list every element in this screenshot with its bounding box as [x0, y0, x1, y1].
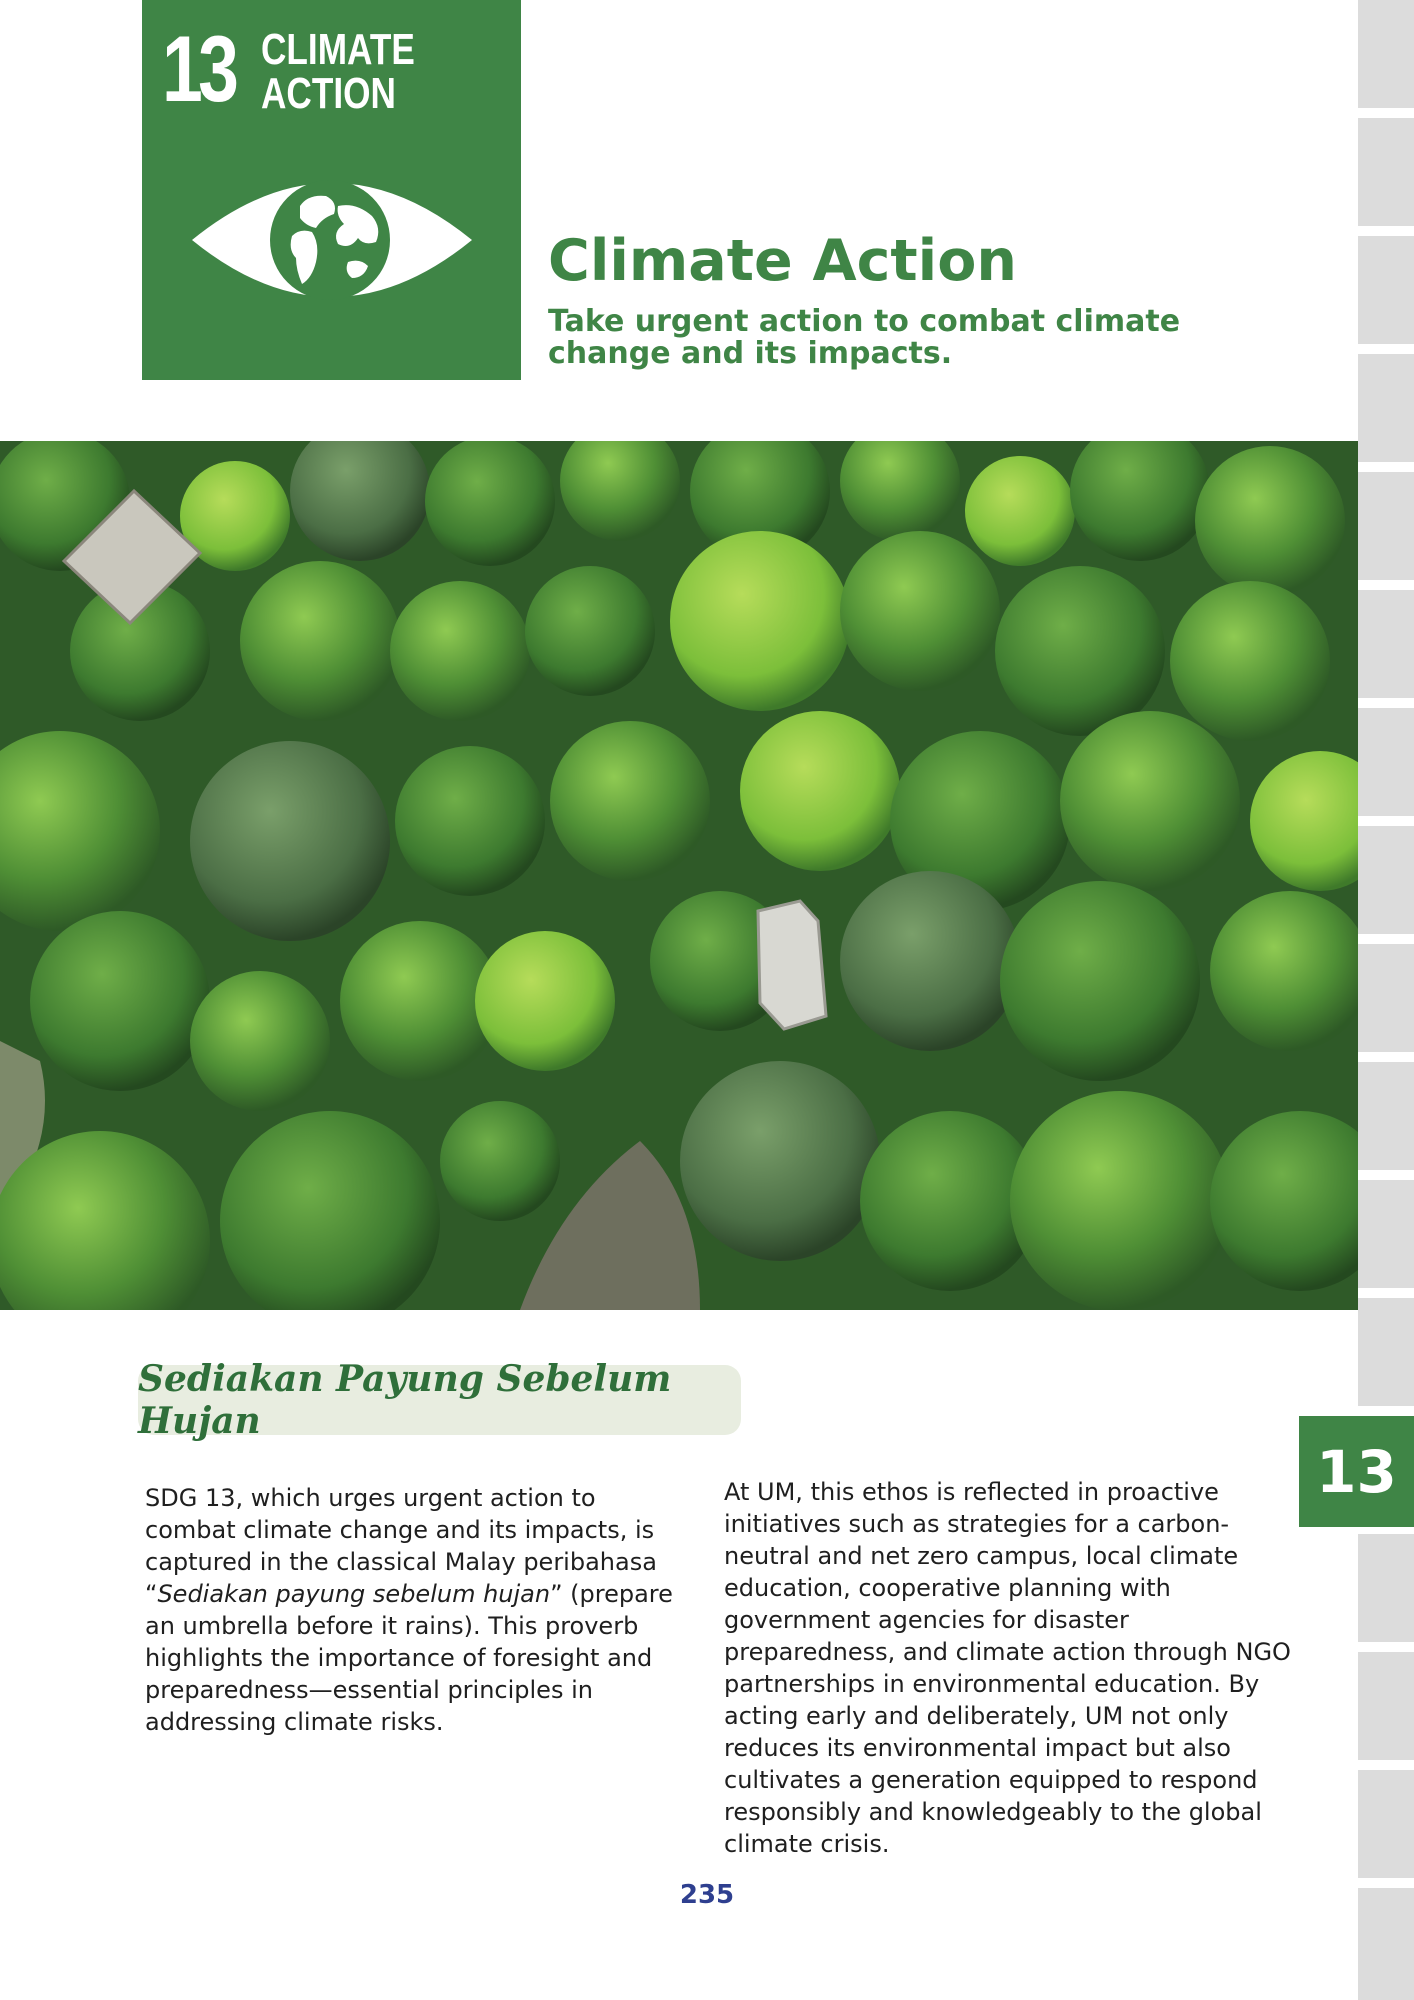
page-subtitle: Take urgent action to combat climate change and its impacts.: [548, 304, 1181, 371]
side-tab-segment: [1358, 0, 1414, 108]
side-tab-segment: [1358, 590, 1414, 698]
side-tab-segment: [1358, 944, 1414, 1052]
logo-number: 13: [162, 16, 235, 121]
aerial-forest-photo: [0, 441, 1358, 1310]
eye-globe-icon: [188, 166, 476, 314]
page-title: Climate Action: [548, 228, 1017, 294]
side-tab-segment: [1358, 1534, 1414, 1642]
body-left-text-italic: Sediakan payung sebelum hujan: [157, 1580, 551, 1608]
body-left-text-after: ” (prepare an umbrella before it rains). This proverb highlights the importance of foresight and preparedness—essential principles in addressing climate risks.: [145, 1580, 673, 1736]
side-tab-segment: [1358, 354, 1414, 462]
side-tab-segment: [1358, 236, 1414, 344]
side-tab-segment: [1358, 1770, 1414, 1878]
side-tab-strip: [1358, 0, 1414, 2000]
page-number: 235: [679, 1880, 735, 1910]
proverb-text: Sediakan Payung Sebelum Hujan: [138, 1358, 672, 1442]
sdg-13-side-tab[interactable]: 13: [1299, 1416, 1414, 1527]
side-tab-segment: [1358, 1180, 1414, 1288]
sdg-13-logo: [142, 0, 521, 380]
body-column-left: [145, 1482, 685, 1738]
logo-word-action: ACTION: [261, 69, 396, 118]
proverb-label: [138, 1358, 741, 1442]
side-tab-segment: [1358, 1298, 1414, 1406]
side-tab-segment: [1358, 1062, 1414, 1170]
side-tab-segment: [1358, 118, 1414, 226]
body-column-right: At UM, this ethos is reflected in proactive initiatives such as strategies for a carbon-neutral and net zero campus, local climate education, cooperative planning with government agencies for disaster preparedness, and climate action through NGO partnerships in environmental education. By acting early and deliberately, UM not only reduces its environmental impact but also cultivates a generation equipped to respond responsibly and knowledgeably to the global climate crisis.: [724, 1478, 1291, 1858]
logo-word-climate: CLIMATE: [261, 25, 415, 74]
body-left-text-before: SDG 13, which urges urgent action to combat climate change and its impacts, is captured in the classical Malay peribahasa “: [145, 1484, 657, 1608]
side-tab-segment: [1358, 708, 1414, 816]
side-tab-segment: [1358, 472, 1414, 580]
side-tab-segment: [1358, 1652, 1414, 1760]
side-tab-segment: [1358, 826, 1414, 934]
